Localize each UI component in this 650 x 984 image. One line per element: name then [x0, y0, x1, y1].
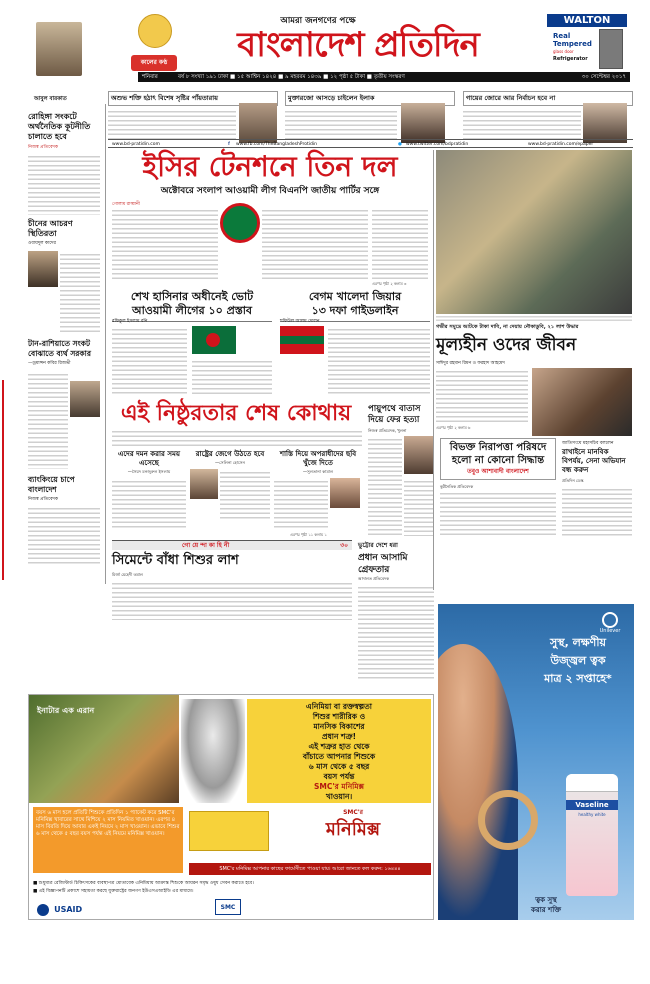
- columnist-photo: [36, 22, 82, 76]
- smc-l7: ৬ মাস থেকে ৫ বছর: [308, 762, 370, 771]
- left-article-1-title[interactable]: রোহিঙ্গা সংকটে অর্থনৈতিক কূটনীতি চালাতে হবে: [28, 112, 91, 141]
- smc-l8: বয়স পর্যন্ত: [323, 772, 355, 781]
- smc-l4: প্রধান শত্রু!: [321, 732, 356, 741]
- left-article-4-byline: নিজস্ব প্রতিবেদক: [28, 497, 59, 502]
- smc-ad: [28, 694, 434, 920]
- smc-monster-icon: [181, 699, 245, 803]
- left-article-4-title[interactable]: ব্যাংকিংয়ে চাপে বাংলাদেশ: [28, 475, 75, 494]
- bnp-byline: শফিউল আলম দোলন: [280, 319, 320, 324]
- opinion-2-by: —সেলিনা হোসেন: [214, 460, 246, 465]
- unsc-headline-2: হলো না কোনো সিদ্ধান্ত: [451, 455, 545, 466]
- smc-l10: খাওয়ান।: [325, 792, 353, 801]
- myanmar-headline[interactable]: রাখাইনে মানবিক বিপর্যয়, সেনা অভিযান বন্ধ করুন: [562, 448, 626, 474]
- opinion-3[interactable]: [274, 450, 362, 530]
- kaler-kantha-badge: কালের কণ্ঠ: [131, 55, 177, 71]
- epaper-link[interactable]: www.bd-pratidin.com/epaper: [528, 142, 594, 147]
- accused-headline-3[interactable]: গ্রেফতার: [358, 565, 390, 575]
- gang-number: ৩০: [340, 542, 348, 549]
- column-rule: [433, 150, 434, 590]
- accused-headline-2[interactable]: প্রধান আসামি: [358, 553, 408, 563]
- beaten-photo: [404, 436, 434, 474]
- bracelet-icon: [478, 790, 538, 850]
- torture-headline[interactable]: এই নিষ্ঠুরতার শেষ কোথায়: [120, 400, 352, 426]
- dateline-date: ৩০ সেপ্টেম্বর ২০১৭: [581, 74, 626, 80]
- beaten-byline: নিজস্ব প্রতিবেদক, খুলনা: [368, 428, 407, 433]
- myanmar-byline: প্রতিদিন ডেস্ক: [562, 478, 584, 483]
- smc-packet-icon: [189, 811, 269, 851]
- opinion-3-photo: [330, 478, 360, 508]
- walton-ad: [547, 14, 627, 74]
- opinion-1-title: এদের দমন করার সময় এসেছে: [118, 450, 180, 467]
- teaser-text: [285, 108, 397, 142]
- opinion-3-title: শাস্তি দিয়ে অপরাধীদের ছবি খুঁজে দিতে: [279, 450, 357, 467]
- teaser-title: গায়ের জোরে আর নির্বাচন হবে না: [463, 91, 633, 106]
- opinion-2-body: [220, 469, 270, 521]
- lead-byline: গোলাম রাব্বানী: [112, 202, 140, 207]
- walton-logo: WALTON: [547, 14, 627, 27]
- smc-logo: SMC: [215, 899, 241, 915]
- slogan-1: সুস্থ, লক্ষণীয়: [550, 636, 606, 649]
- opinion-1[interactable]: [112, 450, 186, 530]
- newspaper-name: বাংলাদেশ প্রতিদিন: [237, 25, 479, 65]
- smc-yellow-box: [247, 699, 431, 803]
- dateline: বর্ষ ৮ সংখ্যা ১৯১ ঢাকা ■ ১৫ আশ্বিন ১৪২৪ ■ ৯ মহররম ১৪৩৯ ■ ১২ পৃষ্ঠা ৫ টাকা ■ তৃতীয় সংস্করণ: [178, 74, 405, 80]
- teaser-photo: [583, 103, 627, 143]
- smc-l1: এনিমিয়া বা রক্তস্বল্পতা: [306, 702, 372, 711]
- left-article-2-title[interactable]: চীনের আচরণ স্থিতিরতা: [28, 219, 73, 238]
- opinion-3-by: —সুলতানা কামাল: [302, 469, 334, 474]
- beaten-body: [368, 436, 402, 536]
- gang-kicker-bar: [112, 540, 352, 550]
- left-article-3-title[interactable]: টান-রাশিয়াতে সংকট বোঝাতে ব্যর্থ সরকার: [28, 339, 91, 358]
- columnist-name: আবুল বারকাত: [34, 96, 67, 102]
- ec-logo: [220, 203, 260, 243]
- smc-orange-box: [33, 807, 183, 873]
- bnp-title-1[interactable]: বেগম খালেদা জিয়ার: [308, 290, 402, 303]
- flag-stripe-icon: [280, 336, 324, 344]
- vaseline-brand: Vaseline: [566, 800, 618, 810]
- usaid-logo: [37, 899, 82, 918]
- top-teaser-3[interactable]: [463, 91, 633, 139]
- walton-tempered: Tempered: [553, 40, 592, 48]
- left-article-2-byline: ওবায়দুল কাদের: [28, 241, 57, 246]
- smc-l2: শিশুর শারীরিক ও: [312, 712, 366, 721]
- unsc-sub: তবুও আশাবাদী বাংলাদেশ: [467, 468, 529, 475]
- gang-kicker: গো য়ে ন্দা কা হি নী: [182, 542, 230, 549]
- beaten-body-2: [404, 478, 434, 536]
- smc-footnote-2: ■ এই বিজ্ঞাপনটি প্রকাশে সহায়তা করছে যুক্তরাষ্ট্রের জনগণ ইউএসএআইডি এর মাধ্যমে।: [33, 889, 194, 894]
- rohingya-photo-2: [532, 368, 632, 436]
- teaser-title: মুক্তারজো আসড়ে চাইলেন ইলাক: [285, 91, 455, 106]
- bottle-cap-icon: [566, 774, 618, 792]
- twitter-link[interactable]: www.twitter.com/bdpratidin: [406, 142, 469, 147]
- tagline-1: ত্বক সুস্থ: [535, 896, 557, 904]
- smc-l6: বাঁচাতে আপনার শিশুকে: [302, 752, 376, 761]
- usaid-seal-icon: [37, 904, 49, 916]
- left-photo-3: [70, 381, 100, 417]
- unilever-name: Unilever: [599, 628, 621, 634]
- opinion-2[interactable]: [190, 450, 270, 530]
- dateline-day: শনিবার: [142, 74, 158, 80]
- bnp-title-2[interactable]: ১৩ দফা গাইডলাইন: [280, 302, 430, 322]
- left-article-1-body: [28, 153, 100, 215]
- twitter-icon: ●: [398, 142, 402, 147]
- awami-title-2[interactable]: আওয়ামী লীগের ১০ প্রস্তাব: [112, 302, 272, 322]
- unsc-box[interactable]: [440, 438, 556, 480]
- vaseline-sub: healthy white: [578, 812, 606, 817]
- rohingya-continued: এরপর পৃষ্ঠা ২ কলাম ৬: [436, 425, 471, 430]
- left-photo-2: [28, 251, 58, 287]
- social-bar: [108, 139, 633, 148]
- lead-body: [112, 207, 218, 279]
- lead-headline[interactable]: ইসির টেনশনে তিন দল: [142, 150, 398, 183]
- usaid-name: USAID: [54, 905, 83, 914]
- tagline-2: করার শক্তি: [530, 906, 561, 914]
- gang-byline: মির্জা মেহেদী তমাল: [112, 572, 143, 577]
- unilever-icon: [602, 612, 618, 628]
- left-article-3-byline: —ড্রম্যন্সন কবির রিজভী: [28, 361, 71, 366]
- smc-l9: SMC'র মনিমিক্স: [313, 782, 364, 791]
- fb-link[interactable]: www.fb.com/TheBangladeshProtidin: [236, 142, 317, 147]
- smc-strip: SMC'র মনিমিক্স আপনার কাছের ফার্মেসীতে পাওয়া যায়। আরো জানতে কল করুন: ১৬৪৪৪: [189, 863, 431, 875]
- opinion-1-body: [112, 478, 186, 530]
- slogan-3: মাত্র ২ সপ্তাহে*: [544, 672, 612, 685]
- tagline: আমরা জনগণের পক্ষে: [280, 16, 356, 26]
- teaser-photo: [401, 103, 445, 143]
- fridge-icon: [599, 29, 623, 69]
- model-figure: [438, 644, 518, 920]
- smc-brand: মনিমিক্স: [325, 819, 381, 840]
- left-article-3-body: [28, 371, 68, 469]
- vaseline-bottle: [566, 774, 618, 896]
- left-article-2-body: [60, 251, 100, 333]
- smc-l5: এই শত্রুর হাত থেকে: [308, 742, 370, 751]
- smc-b2: ২ মাস নিয়মিত খাওয়ান। এরপর ৪ মাস বিরতি দিয়ে আবার একই নিয়মে ২ মাস খাওয়ান। এভাবে শিশুর ৬ মাস থেকে ৫ বছর: [36, 817, 180, 837]
- rohingya-kicker: গভীর সমুদ্রে আটকে টাকা দাবি, না দেয়ায় নৌকাডুবি, ২১ লাশ উদ্ধার: [436, 324, 579, 330]
- bnp-body: [328, 326, 430, 396]
- opinion-1-by: —সৈয়দ মনজুরুল ইসলাম: [127, 469, 171, 474]
- accused-byline: আদালত প্রতিবেদক: [358, 576, 390, 581]
- myanmar-body: [562, 486, 632, 538]
- unsc-body: [440, 490, 556, 538]
- gang-headline[interactable]: সিমেন্টে বাঁধা শিশুর লাশ: [112, 553, 239, 568]
- lead-body-2: [262, 207, 368, 279]
- rohingya-photo: [436, 150, 632, 314]
- smc-ad-title: ইনাটার এক এরান: [37, 706, 95, 715]
- lead-continued: এরপর পৃষ্ঠা ২ কলাম ৩: [372, 281, 407, 286]
- rohingya-body: [436, 368, 528, 422]
- dateline-bar: [138, 72, 630, 82]
- unsc-byline: কূটনৈতিক প্রতিবেদক: [440, 484, 474, 489]
- facebook-icon: f: [228, 142, 230, 147]
- torture-continued: এরপর পৃষ্ঠা ১১ কলাম ১: [290, 532, 327, 537]
- lead-body-3: [372, 207, 428, 279]
- awami-byline: রফিকুল ইসলাম রনি: [112, 319, 148, 324]
- left-article-1-byline: নিজস্ব প্রতিবেদক: [28, 145, 59, 150]
- rohingya-headline[interactable]: মূল্যহীন ওদের জীবন: [436, 335, 577, 355]
- smc-brand-sub: SMC'র: [343, 809, 363, 816]
- column-rule: [105, 104, 106, 584]
- badge-circle: [138, 14, 172, 48]
- teaser-photo: [239, 103, 277, 143]
- rohingya-byline: সাঈদুর রহমান রিমন ও ফরহাদ আহমেদ: [436, 361, 505, 366]
- rohingya-caption: [436, 314, 632, 322]
- smc-b3: বয়স পর্যন্ত এই নিয়মে মনিমিক্স খাওয়ান।: [80, 831, 165, 837]
- gang-body: [112, 580, 352, 620]
- slogan-2: উজ্জ্বল ত্বক: [550, 654, 606, 667]
- unsc-headline-1: বিভক্ত নিরাপত্তা পরিষদে: [449, 442, 547, 453]
- teaser-text: [108, 108, 236, 142]
- beaten-headline[interactable]: পায়ুপথে বাতাস দিয়ে ফের হত্যা: [368, 404, 421, 425]
- page-index-strip: [2, 380, 24, 580]
- smc-b1: বয়স ৬ মাস হলে প্রতিটি শিশুকে প্রতিদিন ১ প্যাকেট করে SMC'র মনিমিক্স খাবারের সাথে মিশিয়ে: [36, 810, 175, 823]
- smc-brand-box: [275, 807, 431, 861]
- lead-subhead: অক্টোবরে সংলাপ আওয়ামী লীগ বিএনপি জাতীয় পার্টির সঙ্গে: [160, 186, 380, 196]
- opinion-2-photo: [190, 469, 218, 499]
- walton-real: Real: [553, 32, 571, 40]
- accused-headline-1[interactable]: ভুট্টোর দেশে ধরা: [358, 542, 398, 549]
- top-teaser-1[interactable]: [108, 91, 278, 139]
- awami-body: [112, 326, 187, 396]
- accused-body: [358, 584, 434, 680]
- flag-circle-icon: [206, 333, 220, 347]
- opinion-3-body: [274, 478, 328, 530]
- torture-intro: [112, 428, 362, 446]
- awami-flag: [192, 326, 236, 354]
- unilever-logo: [590, 612, 630, 634]
- awami-body-2: [192, 358, 272, 396]
- teaser-title: অশুভ শক্তি হঠাৎ বিশেষ সৃষ্টির পাঁয়তারায়: [108, 91, 278, 106]
- teaser-text: [463, 108, 581, 142]
- bnp-flag: [280, 326, 324, 354]
- left-column: [28, 104, 100, 574]
- left-article-4-body: [28, 505, 100, 565]
- vaseline-ad: [438, 604, 634, 920]
- opinion-2-title: রাষ্ট্রের জেগে উঠতে হবে: [195, 450, 265, 458]
- smc-footnote-1: ■ শুধুমাত্র রেজিস্টার্ড চিকিৎসকের ব্যবস্থাপত্র মোতাবেক এনিমিয়ায় আক্রান্ত শিশুকে আয়রন সমৃদ্ধ ওষুধ সেবন করাতে হবে।: [33, 881, 254, 886]
- smc-l3: মানসিক বিকাশের: [313, 722, 365, 731]
- walton-glass: glass door: [553, 49, 574, 54]
- web-link[interactable]: www.bd-pratidin.com: [112, 142, 160, 147]
- myanmar-small-title: জাতিসংঘে মহাসচিব বললেন: [562, 441, 614, 446]
- awami-title-1[interactable]: শেখ হাসিনার অধীনেই ভোট: [130, 290, 254, 303]
- walton-fridge: Refrigerator: [553, 56, 588, 62]
- top-teaser-2[interactable]: [285, 91, 455, 139]
